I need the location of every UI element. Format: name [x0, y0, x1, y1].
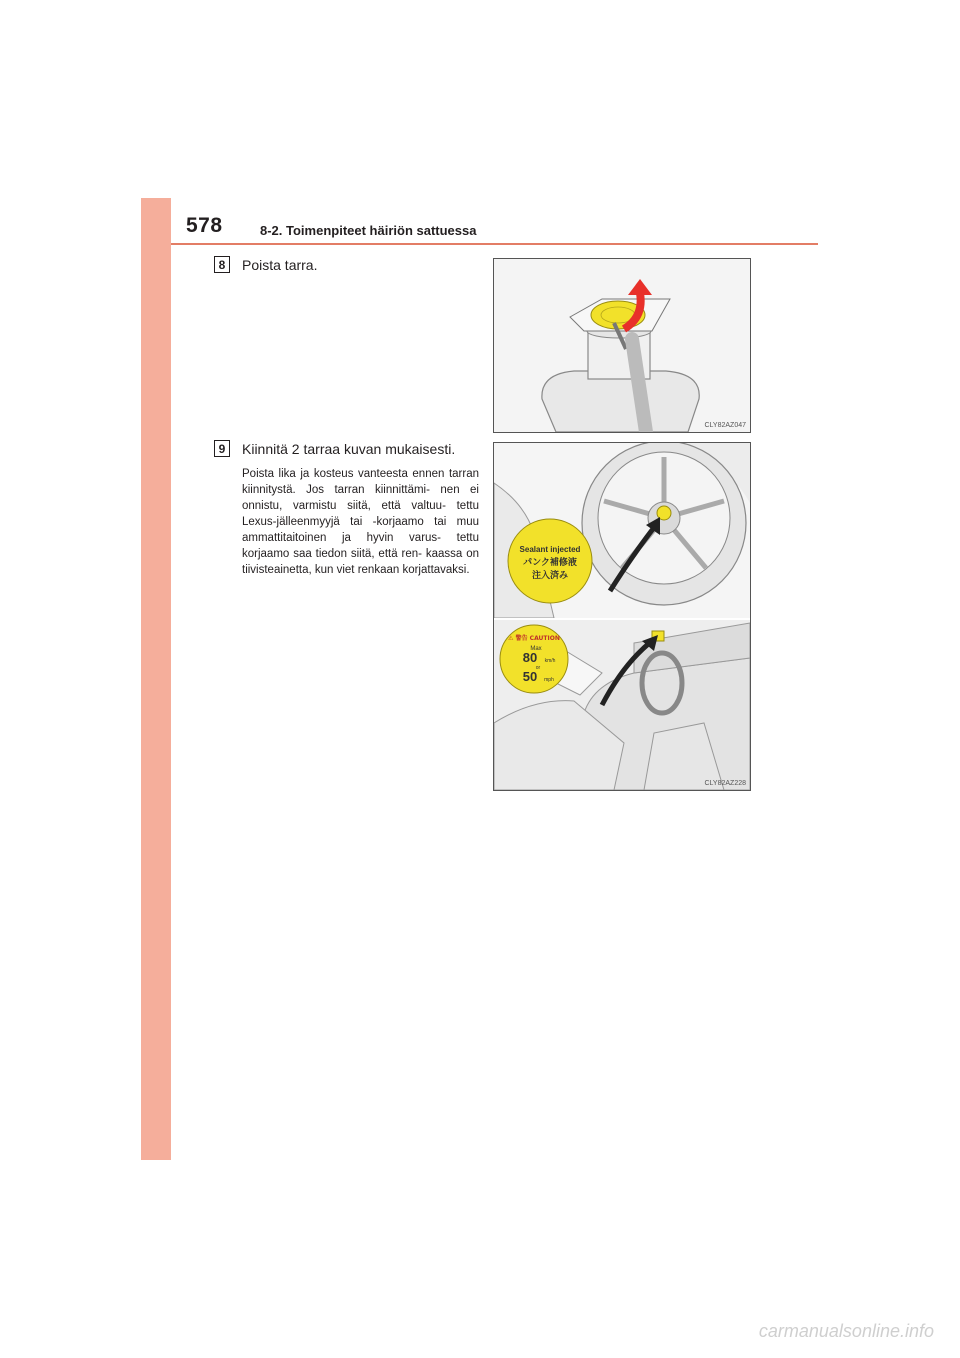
- watermark: carmanualsonline.info: [758, 1321, 934, 1341]
- figure-code: CLY82AZ047: [704, 422, 746, 429]
- figure-code: CLY82AZ228: [704, 780, 746, 787]
- sealant-sticker-line3: 注入済み: [531, 571, 569, 581]
- sealant-sticker-line2: パンク補修液: [523, 558, 577, 568]
- header-rule: [171, 243, 818, 245]
- bottle-cap-illustration: [494, 259, 750, 432]
- section-title: 8-2. Toimenpiteet häiriön sattuessa: [260, 223, 477, 238]
- page-number: 578: [186, 214, 223, 237]
- step-number-8: 8: [214, 256, 230, 273]
- caution-sticker-speed-kmh: 80: [522, 650, 538, 665]
- step-9-body: Poista lika ja kosteus vanteesta ennen tarran kiinnitystä. Jos tarran kiinnittämi- nen ei onnistu, varmistu siitä, että valtuu- tettu Lexus-jälleenmyyjä tai -korjaamo tai muu ammattitaitoinen ja hyvin varus- tettu korjaamo saa tiedon siitä, että ren- kaassa on tiivisteainetta, kun viet renkaan korjattavaksi.: [242, 468, 479, 576]
- caution-sticker-speed-mph: 50: [522, 669, 538, 684]
- caution-sticker-max: Max: [530, 646, 542, 652]
- caution-sticker-or: or: [535, 665, 541, 671]
- step-8-text: Poista tarra.: [242, 257, 318, 273]
- caution-sticker-label: ⚠ 警告 CAUTION: [508, 635, 560, 642]
- caution-sticker-unit-kmh: km/h: [544, 658, 556, 664]
- figure-attach-stickers: [493, 442, 751, 791]
- wheel-and-dashboard-illustration: [494, 443, 750, 790]
- sealant-sticker-line1: Sealant injected: [519, 545, 581, 554]
- figure-remove-sticker: [493, 258, 751, 433]
- caution-sticker-unit-mph: mph: [544, 677, 554, 683]
- step-9-text: Kiinnitä 2 tarraa kuvan mukaisesti.: [242, 441, 456, 457]
- step-number-9: 9: [214, 440, 230, 457]
- chapter-side-bar: [141, 198, 171, 1160]
